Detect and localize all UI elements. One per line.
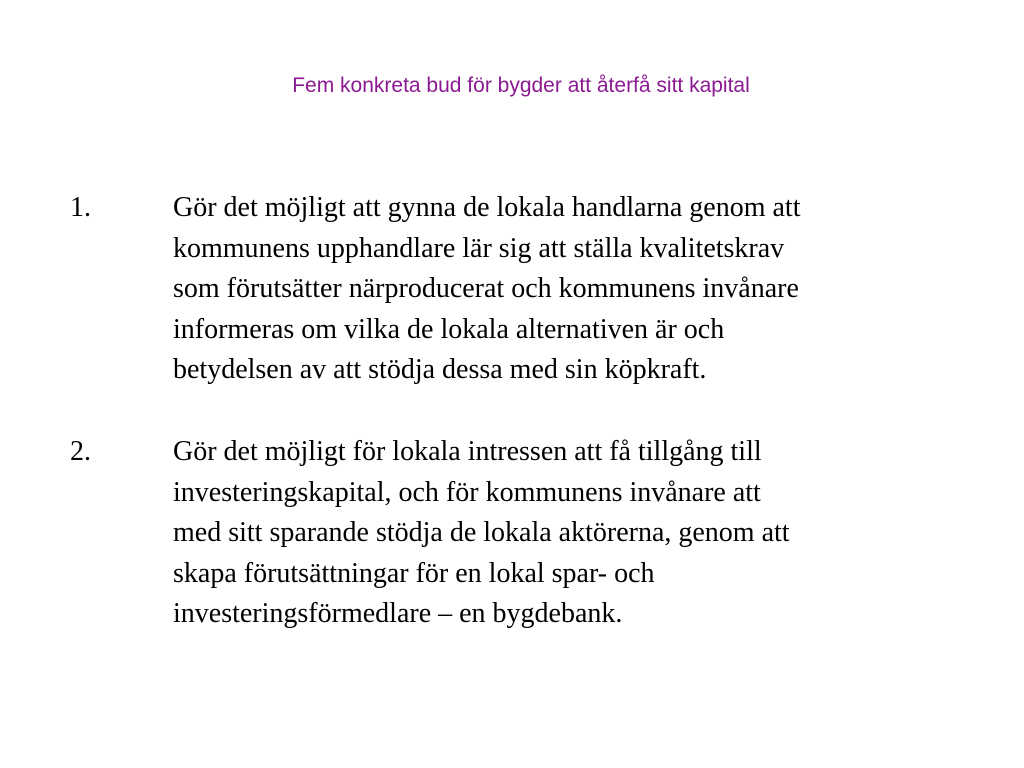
item-text-line: som förutsätter närproducerat och kommunens invånare <box>173 273 799 304</box>
item-text-line: investeringsförmedlare – en bygdebank. <box>173 598 623 629</box>
item-text-line: med sitt sparande stödja de lokala aktörerna, genom att <box>173 517 790 548</box>
item-text-line: investeringskapital, och för kommunens invånare att <box>173 476 761 508</box>
item-text-line: Gör det möjligt för lokala intressen att få tillgång till <box>173 436 762 467</box>
item-number: 1. <box>70 192 91 223</box>
item-text-line: skapa förutsättningar för en lokal spar- och <box>173 557 655 589</box>
item-text-line: informeras om vilka de lokala alternativen är och <box>173 313 725 345</box>
item-text <box>173 432 963 635</box>
item-text-line: kommunens upphandlare lär sig att ställa kvalitetskrav <box>173 232 785 264</box>
slide-title: Fem konkreta bud för bygder att återfå sitt kapital <box>292 74 750 97</box>
item-text-line: betydelsen av att stödja dessa med sin köpkraft. <box>173 354 707 385</box>
item-text-line: Gör det möjligt att gynna de lokala handlarna genom att <box>173 192 801 223</box>
item-text <box>173 188 963 391</box>
item-number: 2. <box>70 436 91 467</box>
